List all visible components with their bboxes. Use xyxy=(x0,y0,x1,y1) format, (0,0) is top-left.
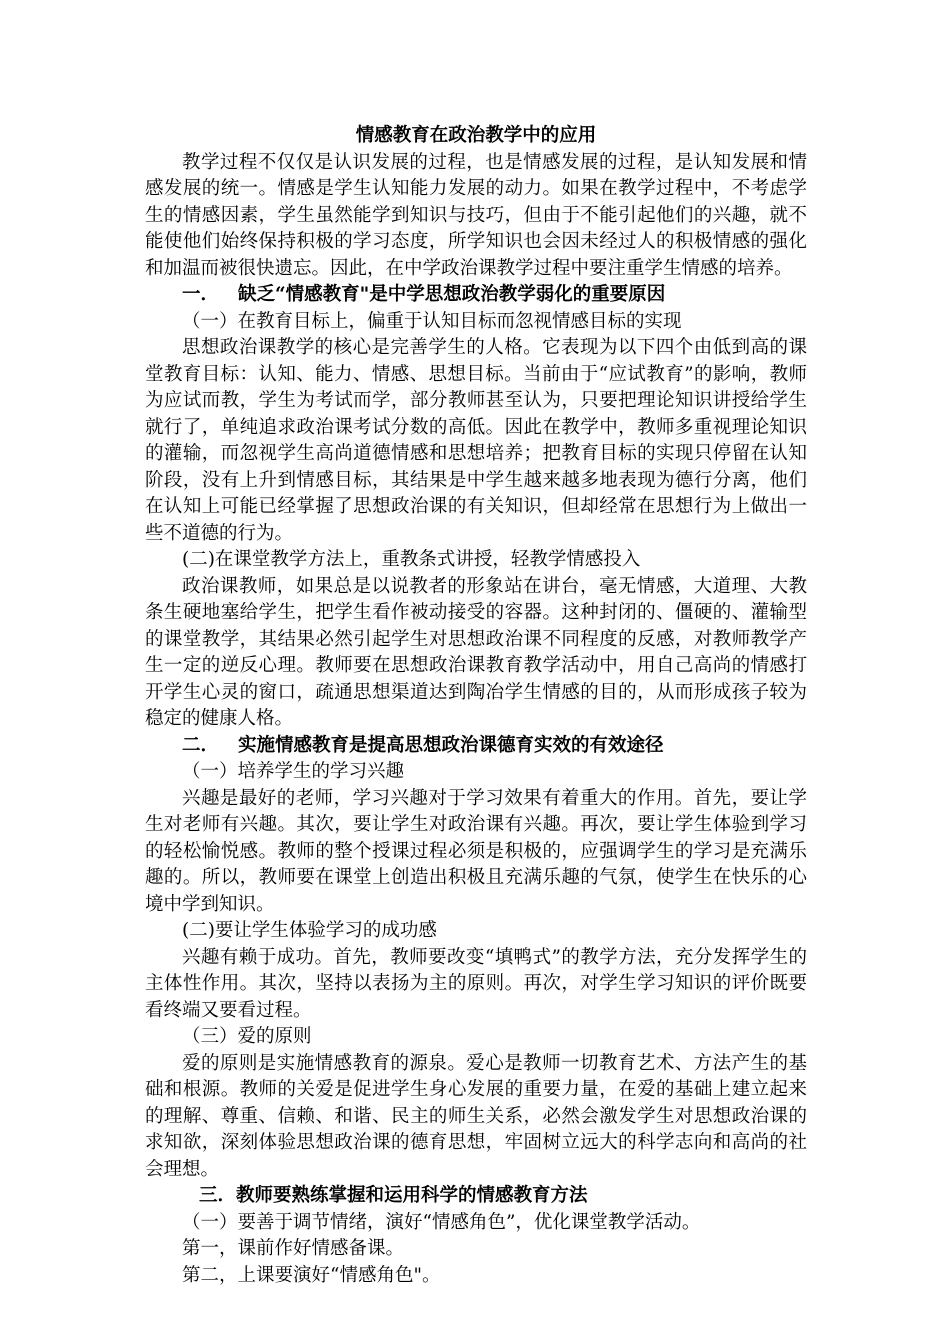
section-1-heading-text: 缺乏“情感教育"是中学思想政治教学弱化的重要原因 xyxy=(238,284,666,305)
section-2-sub-2-paragraph: 兴趣有赖于成功。首先，教师要改变“填鸭式”的教学方法，充分发挥学生的主体性作用。其次，坚持以表扬为主的原则。再次，对学生学习知识的评价既要看终端又要看过程。 xyxy=(145,946,807,1021)
section-2-heading xyxy=(145,733,807,760)
section-2-sub-3-paragraph: 爱的原则是实施情感教育的源泉。爱心是教师一切教育艺术、方法产生的基础和根源。教师的关爱是促进学生身心发展的重要力量，在爱的基础上建立起来的理解、尊重、信赖、和谐、民主的师生关系，必然会激发学生对思想政治课的求知欲，深刻体验思想政治课的德育思想，牢固树立远大的科学志向和高尚的社会理想。 xyxy=(145,1052,807,1180)
section-1-sub-1-heading: （一）在教育目标上，偏重于认知目标而忽视情感目标的实现 xyxy=(182,310,682,332)
document-title: 情感教育在政治教学中的应用 xyxy=(355,125,597,146)
section-3-item-1: 第一，课前作好情感备课。 xyxy=(182,1238,405,1259)
section-2-sub-3-heading: （三）爱的原则 xyxy=(182,1026,312,1047)
section-1-number: 一． xyxy=(182,284,220,305)
section-1-heading xyxy=(145,282,807,309)
section-2-heading-text: 实施情感教育是提高思想政治课德育实效的有效途径 xyxy=(238,734,664,756)
section-1-sub-2-paragraph: 政治课教师，如果总是以说教者的形象站在讲台，毫无情感，大道理、大教条生硬地塞给学生，把学生看作被动接受的容器。这种封闭的、僵硬的、灌输型的课堂教学，其结果必然引起学生对思想政治课不同程度的反感，对教师教学产生一定的逆反心理。教师要在思想政治课教育教学活动中，用自己高尚的情感打开学生心灵的窗口，疏通思想渠道达到陶冶学生情感的目的，从而形成孩子较为稳定的健康人格。 xyxy=(145,575,807,729)
section-2-sub-2-heading: (二)要让学生体验学习的成功感 xyxy=(182,920,437,941)
section-1-sub-2-heading: (二)在课堂教学方法上，重教条式讲授，轻教学情感投入 xyxy=(182,549,641,570)
section-3-item-2: 第二，上课要演好“情感角色"。 xyxy=(182,1264,441,1286)
section-3-sub-1-heading: （一）要善于调节情绪，演好“情感角色”，优化课堂教学活动。 xyxy=(182,1211,701,1233)
intro-paragraph: 教学过程不仅仅是认识发展的过程，也是情感发展的过程，是认知发展和情感发展的统一。情感是学生认知能力发展的动力。如果在教学过程中，不考虑学生的情感因素，学生虽然能学到知识与技巧，但由于不能引起他们的兴趣，就不能使他们始终保持积极的学习态度，所学知识也会因未经过人的积极情感的强化和加温而被很快遗忘。因此，在中学政治课教学过程中要注重学生情感的培养。 xyxy=(145,151,807,279)
section-2-number: 二． xyxy=(182,734,220,756)
section-3-heading: 三．教师要熟练掌握和运用科学的情感教育方法 xyxy=(199,1185,588,1206)
section-2-sub-1-paragraph: 兴趣是最好的老师，学习兴趣对于学习效果有着重大的作用。首先，要让学生对老师有兴趣。其次，要让学生对政治课有兴趣。再次，要让学生体验到学习的轻松愉悦感。教师的整个授课过程必须是积极的，应强调学生的学习是充满乐趣的。所以，教师要在课堂上创造出积极且充满乐趣的气氛，使学生在快乐的心境中学到知识。 xyxy=(145,787,807,915)
section-1-sub-1-paragraph: 思想政治课教学的核心是完善学生的人格。它表现为以下四个由低到高的课堂教育目标：认知、能力、情感、思想目标。当前由于“应试教育”的影响，教师为应试而教，学生为考试而学，部分教师甚至认为，只要把理论知识讲授给学生就行了，单纯追求政治课考试分数的高低。因此在教学中，教师多重视理论知识的灌输，而忽视学生高尚道德情感和思想培养；把教育目标的实现只停留在认知阶段，没有上升到情感目标，其结果是中学生越来越多地表现为德行分离，他们在认知上可能已经掌握了思想政治课的有关知识，但却经常在思想行为上做出一些不道德的行为。 xyxy=(145,337,807,544)
section-2-sub-1-heading: （一）培养学生的学习兴趣 xyxy=(182,761,405,782)
document-body xyxy=(145,123,807,1289)
